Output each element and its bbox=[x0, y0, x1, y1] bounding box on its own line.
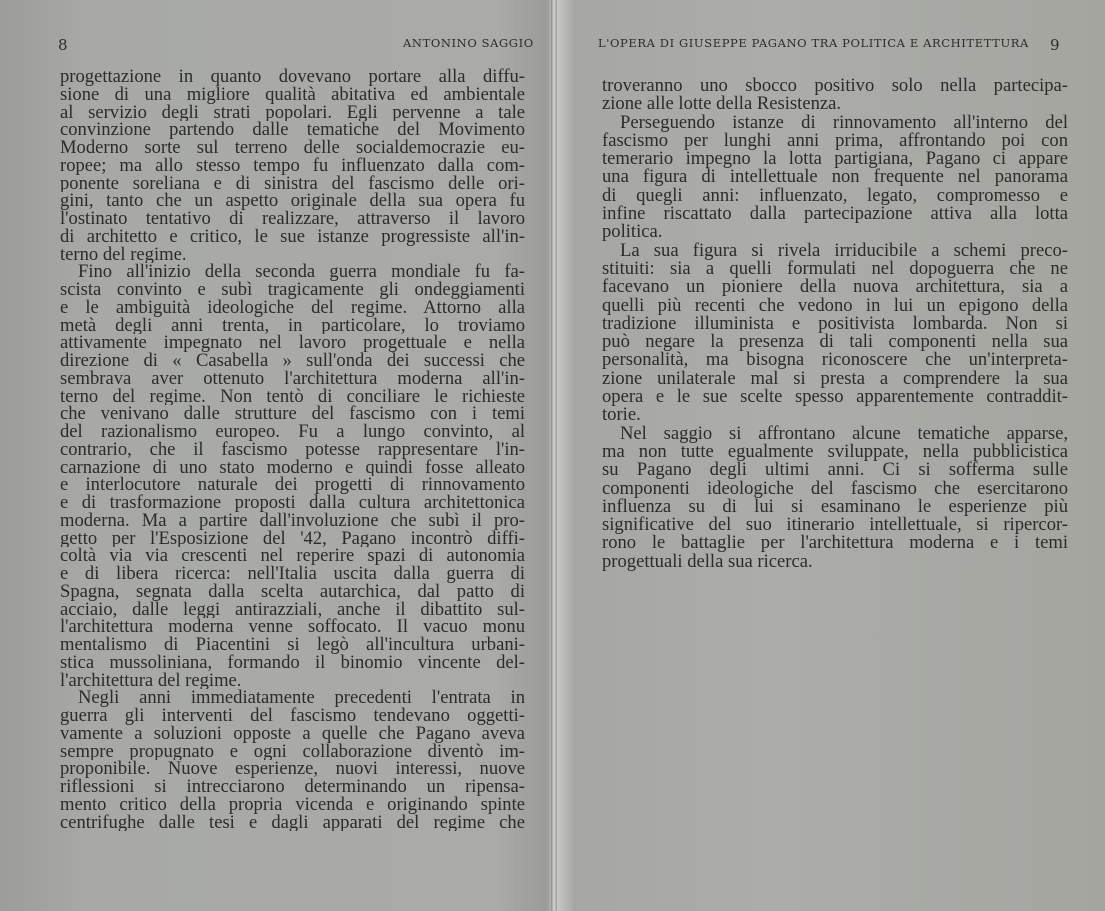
text-line: su Pagano degli ultimi anni. Ci si sofferma sulle bbox=[602, 461, 1068, 480]
text-line: significative del suo itinerario intellettuale, si ripercor- bbox=[602, 516, 1068, 535]
text-line: getto per l'Esposizione del '42, Pagano incontrò diffi- bbox=[60, 529, 525, 548]
text-line: politica. bbox=[602, 223, 663, 242]
text-line: progettuali della sua ricerca. bbox=[602, 552, 813, 572]
text-line: e interlocutore naturale dei progetti di rinnovamento bbox=[60, 476, 525, 494]
page-number: 8 bbox=[58, 36, 68, 54]
text-line: Nel saggio si affrontano alcune tematiche apparse, bbox=[620, 424, 1068, 443]
text-line: influenza su di lui si esaminano le esperienze più bbox=[602, 497, 1068, 517]
page-number: 9 bbox=[1050, 36, 1060, 54]
text-line: l'architettura moderna venne soffocato. Il vacuo monu bbox=[60, 618, 525, 636]
text-line: di architetto e critico, le sue istanze progressiste all'in- bbox=[60, 227, 525, 246]
text-line: fascismo per lunghi anni prima, affrontando poi con bbox=[602, 131, 1068, 151]
text-line: contrario, che il fascismo potesse rappresentare l'in- bbox=[60, 440, 525, 459]
text-line: temerario impegno la lotta partigiana, Pagano ci appare bbox=[602, 150, 1068, 169]
text-line: attivamente impegnato nel lavoro progettuale e nella bbox=[60, 334, 525, 352]
text-line: e di trasformazione proposti dalla cultura architettonica bbox=[60, 494, 525, 512]
text-line: facevano un pioniere della nuova architettura, sia a bbox=[602, 278, 1068, 297]
text-line: quelli più recenti che vedono in lui un epigono della bbox=[602, 296, 1068, 315]
text-line: progettazione in quanto dovevano portare alla diffu- bbox=[60, 68, 525, 86]
text-line: ponente soreliana e di sinistra del fascismo delle ori- bbox=[60, 174, 525, 193]
text-line: rono le battaglie per l'architettura moderna e i temi bbox=[602, 534, 1068, 553]
paragraph bbox=[602, 114, 1068, 242]
paragraph bbox=[602, 425, 1068, 571]
text-line: gini, tanto che un aspetto originale della sua opera fu bbox=[60, 192, 525, 210]
text-line: coltà via via crescenti nel reperire spazi di autonomia bbox=[60, 547, 525, 565]
text-line: Spagna, segnata dalla scelta autarchica, dal patto di bbox=[60, 582, 525, 601]
running-head: L'OPERA DI GIUSEPPE PAGANO TRA POLITICA E ARCHITETTURA bbox=[598, 36, 1029, 50]
text-line: stituiti: sia a quelli formulati nel dopoguerra che ne bbox=[602, 259, 1068, 279]
text-line: Perseguendo istanze di rinnovamento all'interno del bbox=[620, 113, 1068, 132]
text-line: La sua figura si rivela irriducibile a schemi preco- bbox=[620, 241, 1068, 260]
paragraph bbox=[60, 263, 525, 689]
body-text bbox=[60, 68, 525, 831]
running-head: ANTONINO SAGGIO bbox=[403, 36, 534, 50]
text-line: Moderno sorte sul terreno delle socialdemocrazie eu- bbox=[60, 139, 525, 157]
text-line: l'architettura del regime. bbox=[60, 671, 242, 690]
text-line: proponibile. Nuove esperienze, nuovi interessi, nuove bbox=[60, 760, 525, 778]
paragraph bbox=[602, 242, 1068, 425]
text-line: del razionalismo europeo. Fu a lungo convinto, al bbox=[60, 423, 525, 441]
text-line: torie. bbox=[602, 406, 641, 425]
text-line: sione di una migliore qualità abitativa ed ambientale bbox=[60, 85, 525, 104]
text-line: convinzione partendo dalle tematiche del Movimento bbox=[60, 121, 525, 139]
paragraph bbox=[602, 77, 1068, 114]
text-line: e le ambiguità ideologiche del regime. Attorno alla bbox=[60, 298, 525, 317]
text-line: mentalismo di Piacentini si legò all'incultura urbani- bbox=[60, 636, 525, 654]
text-line: può negare la presenza di tali componenti nella sua bbox=[602, 333, 1068, 352]
text-line: metà degli anni trenta, in particolare, lo troviamo bbox=[60, 316, 525, 335]
text-line: personalità, ma bisogna riconoscere che un'interpreta- bbox=[602, 351, 1068, 370]
text-line: acciaio, dalle leggi antirazziali, anche il dibattito sul- bbox=[60, 600, 525, 619]
text-line: direzione di « Casabella » sull'onda dei successi che bbox=[60, 352, 525, 370]
text-line: Negli anni immediatamente precedenti l'entrata in bbox=[78, 689, 525, 707]
text-line: troveranno uno sbocco positivo solo nella partecipa- bbox=[602, 77, 1068, 96]
text-line: carnazione di uno stato moderno e quindi fosse alleato bbox=[60, 458, 525, 477]
text-line: opera e le sue scelte spesso apparentemente contraddit- bbox=[602, 388, 1068, 407]
body-text bbox=[602, 77, 1068, 571]
text-line: Fino all'inizio della seconda guerra mondiale fu fa- bbox=[78, 263, 525, 281]
text-line: stica mussoliniana, formando il binomio vincente del- bbox=[60, 653, 525, 672]
text-line: terno del regime. Non tentò di conciliare le richieste bbox=[60, 387, 525, 406]
text-line: zione alle lotte della Resistenza. bbox=[602, 95, 842, 114]
text-line: terno del regime. bbox=[60, 245, 187, 264]
text-line: sempre propugnato e ogni collaborazione diventò im- bbox=[60, 742, 525, 761]
text-line: mento critico della propria vicenda e originando spinte bbox=[60, 795, 525, 814]
text-line: di quegli anni: influenzato, legato, compromesso e bbox=[602, 186, 1068, 206]
right-page bbox=[556, 0, 1105, 911]
text-line: che venivano dalle strutture del fascismo con i temi bbox=[60, 405, 525, 423]
text-line: al servizio degli strati popolari. Egli pervenne a tale bbox=[60, 103, 525, 122]
text-line: una figura di intellettuale non frequente nel panorama bbox=[602, 168, 1068, 187]
text-line: riflessioni si intrecciarono determinando un ripensa- bbox=[60, 778, 525, 796]
paragraph bbox=[60, 68, 525, 263]
text-line: l'ostinato tentativo di realizzare, attraverso il lavoro bbox=[60, 210, 525, 228]
text-line: tradizione illuminista e positivista lombarda. Non si bbox=[602, 314, 1068, 334]
text-line: sembrava aver ottenuto l'architettura moderna all'in- bbox=[60, 369, 525, 388]
text-line: centrifughe dalle tesi e dagli apparati del regime che bbox=[60, 813, 525, 832]
text-line: ma non tutte egualmente sviluppate, nella pubblicistica bbox=[602, 442, 1068, 462]
text-line: componenti ideologiche del fascismo che esercitarono bbox=[602, 479, 1068, 498]
paragraph bbox=[60, 689, 525, 831]
text-line: ropee; ma allo stesso tempo fu influenzato dalla com- bbox=[60, 156, 525, 175]
text-line: e di libera ricerca: nell'Italia uscita dalla guerra di bbox=[60, 565, 525, 583]
text-line: zione unilaterale mal si presta a comprendere la sua bbox=[602, 369, 1068, 389]
text-line: vamente a soluzioni opposte a quelle che Pagano aveva bbox=[60, 724, 525, 743]
text-line: moderna. Ma a partire dall'involuzione che subì il pro- bbox=[60, 511, 525, 530]
text-line: scista convinto e subì tragicamente gli ondeggiamenti bbox=[60, 281, 525, 299]
text-line: infine riscattato dalla partecipazione attiva alla lotta bbox=[602, 205, 1068, 224]
text-line: guerra gli interventi del fascismo tendevano oggetti- bbox=[60, 707, 525, 725]
